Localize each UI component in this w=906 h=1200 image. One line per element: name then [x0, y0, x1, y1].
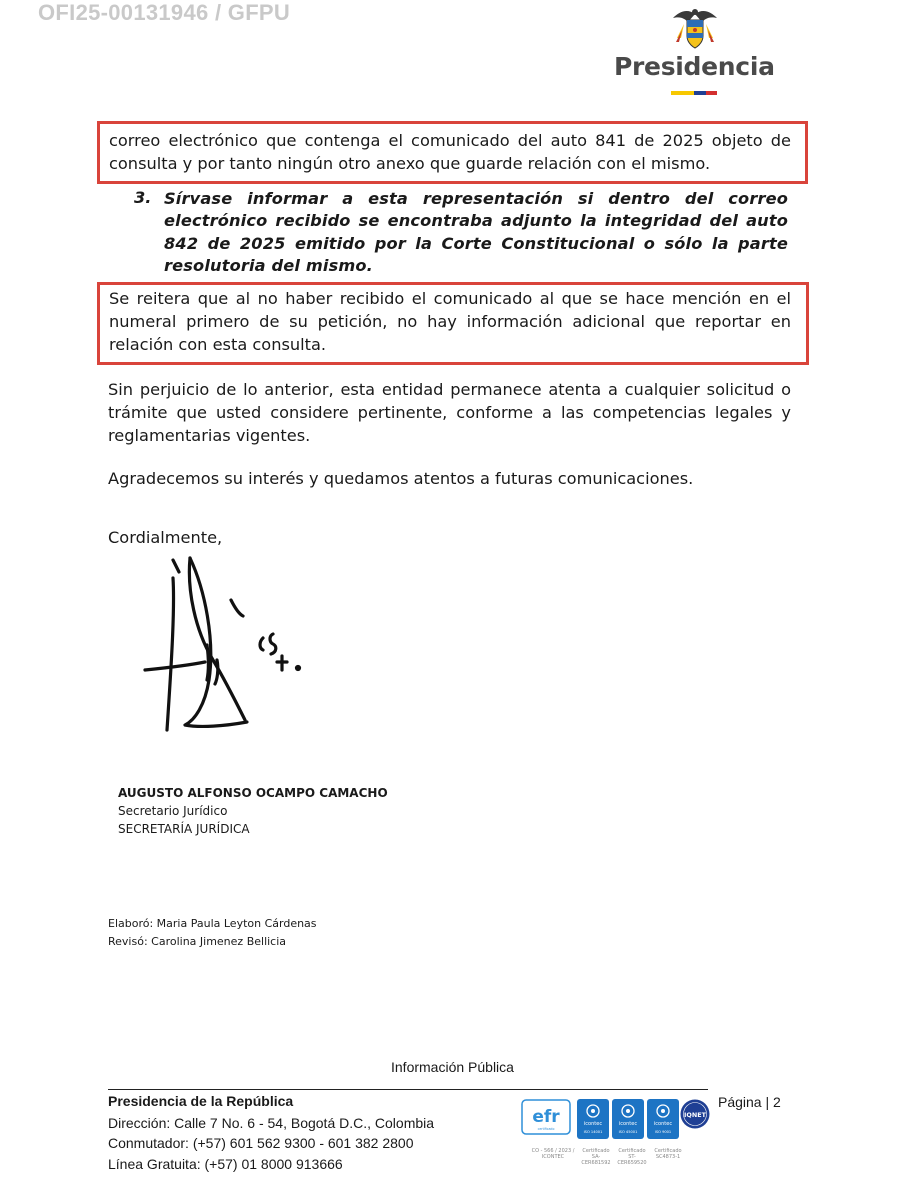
prepared-by: Elaboró: Maria Paula Leyton Cárdenas	[108, 917, 317, 930]
icontec-badge-3-icon	[647, 1099, 679, 1139]
signer-name: AUGUSTO ALFONSO OCAMPO CAMACHO	[118, 786, 388, 800]
svg-text:icontec: icontec	[618, 1121, 638, 1127]
certification-captions	[528, 1148, 718, 1166]
icontec-badge-1-icon	[577, 1099, 609, 1139]
certification-logos	[521, 1098, 711, 1143]
efr-badge-icon	[522, 1100, 570, 1134]
paragraph-answer-3: Se reitera que al no haber recibido el comunicado al que se hace mención en el numeral primero de su petición, no hay información adicional que reportar en relación con esta consulta.	[109, 289, 791, 354]
page-number: Página | 2	[718, 1094, 781, 1110]
svg-text:icontec: icontec	[583, 1121, 603, 1127]
classification-label: Información Pública	[391, 1059, 514, 1075]
footer-divider	[108, 1089, 708, 1090]
svg-text:ISO 14001: ISO 14001	[583, 1130, 603, 1134]
paragraph-availability: Sin perjuicio de lo anterior, esta entidad permanece atenta a cualquier solicitud o trámite que usted considere pertinente, conforme a las competencias legales y reglamentarias vigentes.	[108, 380, 791, 445]
svg-text:icontec: icontec	[653, 1121, 673, 1127]
iqnet-badge-icon	[681, 1100, 710, 1129]
closing-salutation: Cordialmente,	[108, 528, 223, 547]
paragraph-answer-2: correo electrónico que contenga el comunicado del auto 841 de 2025 objeto de consulta y por tanto ningún otro anexo que guarde relación con el mismo.	[109, 131, 791, 173]
handwritten-signature	[135, 550, 310, 740]
svg-text:certificado: certificado	[537, 1127, 555, 1131]
svg-text:ISO 45001: ISO 45001	[618, 1130, 638, 1134]
signer-role: Secretario Jurídico	[118, 804, 228, 818]
reviewed-by: Revisó: Carolina Jimenez Bellicia	[108, 935, 287, 948]
question-3-text: Sírvase informar a esta representación si dentro del correo electrónico recibido se encontraba adjunto la integridad del auto 842 de 2025 emitido por la Corte Constitucional o sólo la parte resolutoria del mismo.	[164, 189, 788, 276]
document-code: OFI25-00131946 / GFPU	[38, 0, 291, 25]
paragraph-thanks: Agradecemos su interés y quedamos atentos a futuras comunicaciones.	[108, 469, 694, 488]
svg-text:ISO 9001: ISO 9001	[654, 1130, 672, 1134]
cert-caption-3: Certificado SC4873-1	[654, 1148, 682, 1160]
presidencia-logo-text: Presidencia	[614, 52, 775, 81]
svg-text:IQNET: IQNET	[684, 1111, 706, 1119]
svg-text:efr: efr	[532, 1107, 560, 1127]
footer-address: Dirección: Calle 7 No. 6 - 54, Bogotá D.C., Colombia	[108, 1115, 435, 1131]
signer-department: SECRETARÍA JURÍDICA	[118, 822, 250, 836]
cert-caption-efr: CO - 566 / 2023 / ICONTEC	[531, 1148, 575, 1160]
coat-of-arms-icon	[671, 4, 719, 52]
footer-toll-free: Línea Gratuita: (+57) 01 8000 913666	[108, 1156, 343, 1172]
cert-caption-2: Certificado ST-CER659520	[617, 1148, 647, 1166]
cert-caption-1: Certificado SA-CER681592	[581, 1148, 611, 1166]
colombia-flag-bar	[671, 91, 717, 95]
question-number: 3.	[134, 188, 152, 207]
icontec-badge-2-icon	[612, 1099, 644, 1139]
footer-org-name: Presidencia de la República	[108, 1093, 294, 1109]
footer-phone: Conmutador: (+57) 601 562 9300 - 601 382 2800	[108, 1135, 414, 1151]
